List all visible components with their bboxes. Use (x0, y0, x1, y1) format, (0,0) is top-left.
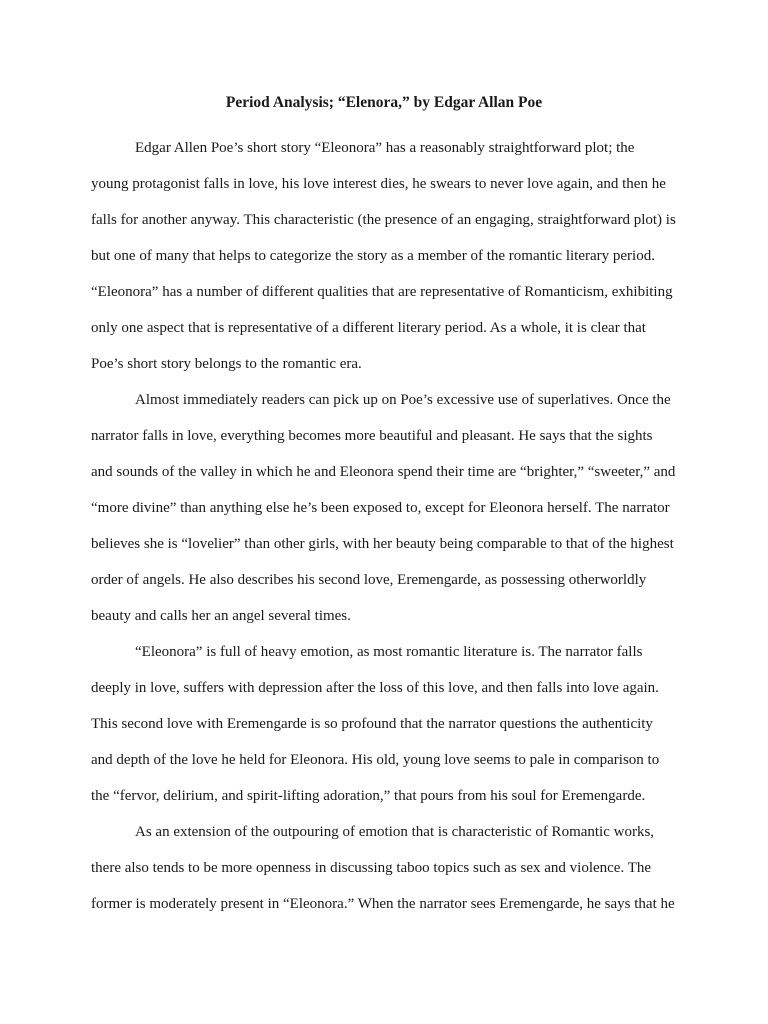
text-line: narrator falls in love, everything becomes more beautiful and pleasant. He says that the sights (91, 428, 653, 444)
text-line: there also tends to be more openness in discussing taboo topics such as sex and violence. The (91, 860, 652, 876)
text-line: former is moderately present in “Eleonora.” When the narrator sees Eremengarde, he says that he (91, 896, 675, 912)
text-line: “Eleonora” has a number of different qualities that are representative of Romanticism, exhibiting (91, 284, 673, 300)
text-line: deeply in love, suffers with depression after the loss of this love, and then falls into love again. (91, 680, 659, 696)
paragraph-first-line: Edgar Allen Poe’s short story “Eleonora” has a reasonably straightforward plot; the (135, 140, 635, 156)
document-title: Period Analysis; “Elenora,” by Edgar Allan Poe (225, 94, 543, 111)
text-line: and sounds of the valley in which he and Eleonora spend their time are “brighter,” “sweeter,” and (91, 464, 676, 480)
text-line: This second love with Eremengarde is so profound that the narrator questions the authenticity (91, 716, 653, 732)
text-line: the “fervor, delirium, and spirit-lifting adoration,” that pours from his soul for Eremengarde. (91, 788, 646, 804)
paragraph-first-line: Almost immediately readers can pick up on Poe’s excessive use of superlatives. Once the (135, 392, 671, 408)
text-line: but one of many that helps to categorize the story as a member of the romantic literary period. (91, 248, 655, 264)
text-line: and depth of the love he held for Eleonora. His old, young love seems to pale in comparison to (91, 752, 660, 768)
text-line: falls for another anyway. This characteristic (the presence of an engaging, straightforward plot) is (91, 212, 676, 228)
text-line: young protagonist falls in love, his love interest dies, he swears to never love again, and then he (91, 176, 666, 192)
paragraph-first-line: “Eleonora” is full of heavy emotion, as most romantic literature is. The narrator falls (135, 644, 643, 660)
text-line: Poe’s short story belongs to the romantic era. (91, 356, 362, 372)
text-line: “more divine” than anything else he’s been exposed to, except for Eleonora herself. The narrator (91, 500, 670, 516)
text-line: only one aspect that is representative of a different literary period. As a whole, it is clear that (91, 320, 646, 336)
paragraph-first-line: As an extension of the outpouring of emotion that is characteristic of Romantic works, (135, 824, 655, 840)
document-body (91, 130, 683, 922)
text-line: order of angels. He also describes his second love, Eremengarde, as possessing otherworldly (91, 572, 647, 588)
text-line: believes she is “lovelier” than other girls, with her beauty being comparable to that of the highest (91, 536, 674, 552)
text-line: beauty and calls her an angel several times. (91, 608, 351, 624)
